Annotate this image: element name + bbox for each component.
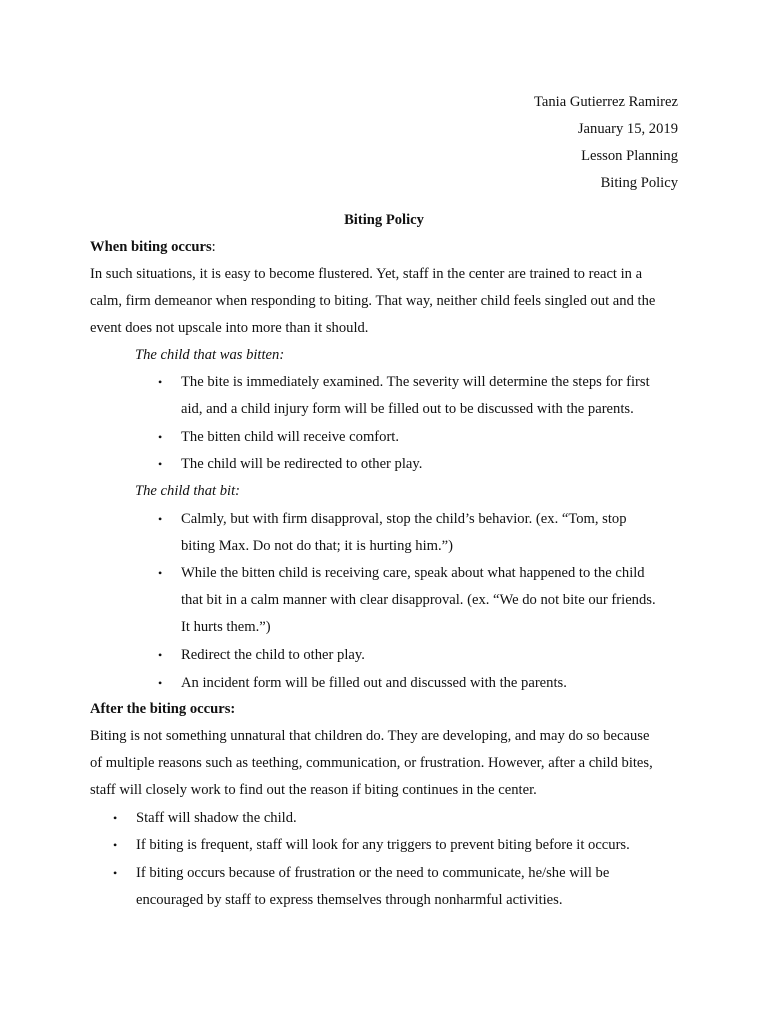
bullet-marker: • (158, 512, 163, 526)
course-name: Lesson Planning (581, 148, 678, 164)
list-item-line: If biting occurs because of frustration or the need to communicate, he/she will be (136, 865, 610, 881)
bullet-marker: • (158, 430, 163, 444)
paragraph-line: staff will closely work to find out the reason if biting continues in the center. (90, 782, 537, 798)
bullet-marker: • (158, 375, 163, 389)
section-heading-after: After the biting occurs: (90, 701, 236, 717)
bullet-marker: • (113, 866, 118, 880)
paragraph-line: of multiple reasons such as teething, communication, or frustration. However, after a child bites, (90, 755, 653, 771)
bullet-marker: • (158, 648, 163, 662)
bullet-marker: • (113, 811, 118, 825)
list-item-line: Staff will shadow the child. (136, 810, 297, 826)
list-item-line: biting Max. Do not do that; it is hurting him.”) (181, 538, 453, 554)
subheading-biter: The child that bit: (135, 483, 240, 499)
list-item-line: The bitten child will receive comfort. (181, 429, 400, 445)
paragraph-line: calm, firm demeanor when responding to biting. That way, neither child feels singled out and the (90, 293, 656, 309)
bullet-marker: • (158, 676, 163, 690)
assignment-topic: Biting Policy (600, 175, 678, 191)
paragraph-line: Biting is not something unnatural that children do. They are developing, and may do so because (90, 728, 650, 744)
author-name: Tania Gutierrez Ramirez (533, 94, 678, 110)
list-item-line: Redirect the child to other play. (181, 647, 365, 663)
subheading-bitten: The child that was bitten: (135, 347, 285, 363)
list-item-line: encouraged by staff to express themselves through nonharmful activities. (136, 892, 563, 908)
list-item-line: While the bitten child is receiving care, speak about what happened to the child (181, 565, 645, 581)
section-heading-when-text: When biting occurs (90, 239, 212, 255)
list-item-line: An incident form will be filled out and discussed with the parents. (181, 675, 567, 691)
list-item-line: The child will be redirected to other play. (181, 456, 423, 472)
list-item-line: It hurts them.”) (181, 619, 271, 635)
bullet-marker: • (113, 838, 118, 852)
bullet-marker: • (158, 566, 163, 580)
list-item-line: If biting is frequent, staff will look for any triggers to prevent biting before it occurs. (136, 837, 630, 853)
document-date: January 15, 2019 (577, 121, 678, 137)
paragraph-line: event does not upscale into more than it should. (90, 320, 369, 336)
bullet-marker: • (158, 457, 163, 471)
section-heading-when (90, 238, 216, 256)
list-item-line: The bite is immediately examined. The severity will determine the steps for first (181, 374, 650, 390)
list-item-line: Calmly, but with firm disapproval, stop the child’s behavior. (ex. “Tom, stop (181, 511, 627, 527)
list-item-line: aid, and a child injury form will be filled out to be discussed with the parents. (181, 401, 634, 417)
document-title: Biting Policy (344, 212, 424, 228)
section-heading-colon: : (211, 239, 216, 255)
paragraph-line: In such situations, it is easy to become flustered. Yet, staff in the center are trained to react in a (90, 266, 643, 282)
list-item-line: that bit in a calm manner with clear disapproval. (ex. “We do not bite our friends. (181, 592, 656, 608)
